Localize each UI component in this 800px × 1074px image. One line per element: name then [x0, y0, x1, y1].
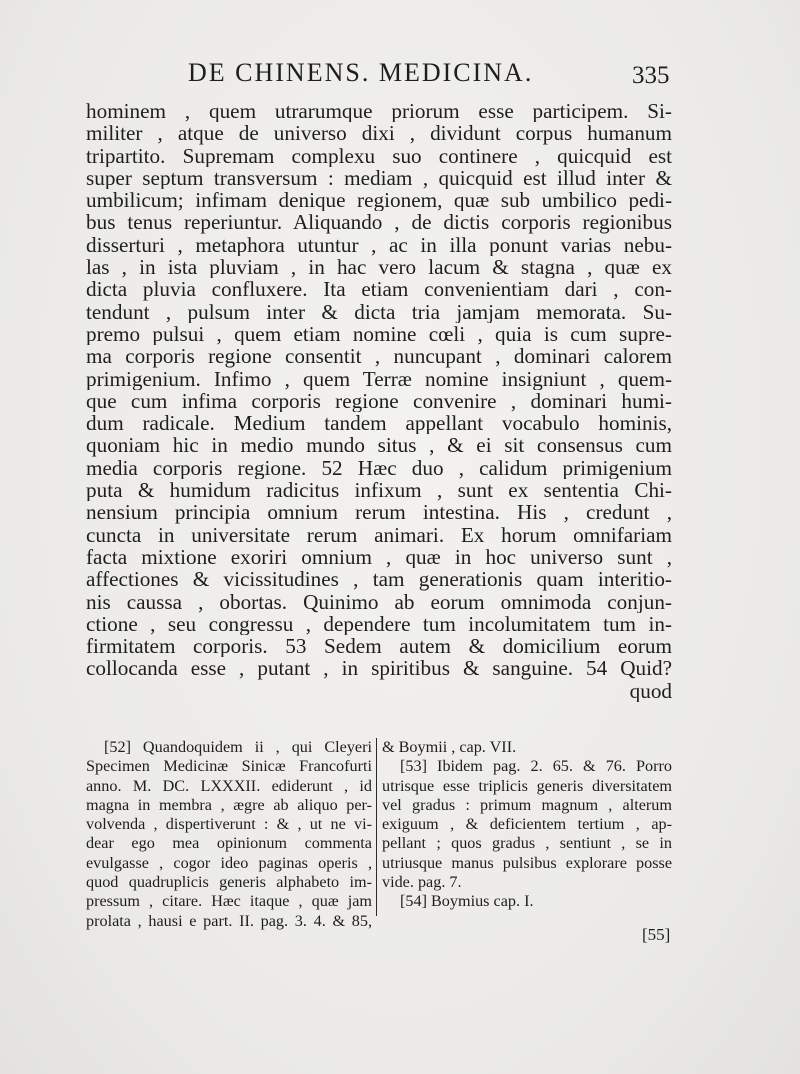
- footnotes-left-column: [86, 738, 372, 931]
- text-line: ma corporis regione consentit , nuncupant , dominari calorem: [86, 345, 672, 368]
- footnote-line: magna in membra , ægre ab aliquo per-: [86, 795, 372, 814]
- text-line: super septum transversum : mediam , quicquid est illud inter &: [86, 166, 672, 190]
- text-line: tendunt , pulsum inter & dicta tria jamjam memorata. Su-: [86, 300, 672, 323]
- footnote-line: vel gradus : primum magnum , alterum: [382, 795, 672, 814]
- text-line: quoniam hic in medio mundo situs , & ei sit consensus cum: [86, 434, 672, 457]
- footnote-line: pellant ; quos gradus , sentiunt , se in: [382, 834, 672, 853]
- text-line: primigenium. Infimo , quem Terræ nomine insigniunt , quem-: [86, 367, 672, 390]
- footnote-line: anno. M. DC. LXXXII. ediderunt , id: [86, 776, 372, 795]
- footnote-line: exiguum , & deficientem tertium , ap-: [382, 815, 672, 834]
- text-line: firmitatem corporis. 53 Sedem autem & domicilium eorum: [86, 635, 672, 658]
- text-line: militer , atque de universo dixi , dividunt corpus humanum: [86, 122, 672, 145]
- text-line: bus tenus reperiuntur. Aliquando , de dictis corporis regionibus: [86, 211, 672, 234]
- running-head: DE CHINENS. MEDICINA.: [188, 58, 534, 87]
- footnote-line: utriusque manus pulsibus explorare posse: [382, 853, 672, 872]
- footnote-line: [54] Boymius cap. I.: [400, 892, 534, 911]
- text-line: affectiones & vicissitudines , tam generationis quam interitio-: [86, 568, 672, 591]
- text-line: que cum infima corporis regione convenire , dominari humi-: [86, 389, 672, 413]
- column-divider: [376, 738, 377, 916]
- text-line: ctione , seu congressu , dependere tum incolumitatem tum in-: [86, 612, 672, 636]
- catchword: [55]: [642, 925, 671, 944]
- footnote-line: evulgasse , cogor ideo paginas operis ,: [86, 853, 372, 872]
- footnote-line: dear ego mea opinionum commenta: [86, 834, 372, 853]
- text-line: disserturi , metaphora utuntur , ac in illa ponunt varias nebu-: [86, 233, 672, 257]
- text-line: cuncta in universitate rerum animari. Ex horum omnifariam: [86, 523, 672, 546]
- text-line: nis caussa , obortas. Quinimo ab eorum omnimoda conjun-: [86, 590, 672, 613]
- text-line: nensium principia omnium rerum intestina. His , credunt ,: [86, 501, 672, 524]
- footnote-line: volvenda , dispertiverunt : & , ut ne vi-: [86, 815, 372, 834]
- text-line: puta & humidum radicitus infixum , sunt ex sententia Chi-: [86, 479, 672, 502]
- text-line: dum radicale. Medium tandem appellant vocabulo hominis,: [86, 412, 672, 435]
- footnote-line: [52] Quandoquidem ii , qui Cleyeri: [104, 738, 372, 756]
- catchline: quod: [629, 679, 672, 703]
- footnote-line: prolata , hausi e part. II. pag. 3. 4. & 85,: [86, 911, 372, 930]
- text-line: premo pulsui , quem etiam nomine cœli , quia is cum supre-: [86, 322, 672, 346]
- text-line: dicta pluvia confluxere. Ita etiam convenientiam dari , con-: [86, 278, 672, 301]
- footnote-line: Specimen Medicinæ Sinicæ Francofurti: [86, 757, 372, 776]
- text-line: las , in ista pluviam , in hac vero lacum & stagna , quæ ex: [86, 256, 672, 279]
- text-line: umbilicum; infimam denique regionem, quæ sub umbilico pedi-: [86, 189, 672, 212]
- footnote-line: [53] Ibidem pag. 2. 65. & 76. Porro: [400, 757, 672, 776]
- text-line: facta mixtione exoriri omnium , quæ in hoc universo sunt ,: [86, 545, 672, 569]
- footnote-line: pressum , citare. Hæc itaque , quæ jam: [86, 892, 372, 911]
- main-text: [86, 100, 672, 702]
- page-number: 335: [632, 62, 670, 89]
- text-line: media corporis regione. 52 Hæc duo , calidum primigenium: [86, 456, 672, 480]
- footnote-line: vide. pag. 7.: [382, 873, 462, 892]
- footnote-line: utrisque esse triplicis generis diversitatem: [382, 776, 672, 795]
- text-line: collocanda esse , putant , in spiritibus & sanguine. 54 Quid?: [86, 657, 672, 680]
- text-line: hominem , quem utrarumque priorum esse participem. Si-: [86, 100, 672, 123]
- footnotes-right-column: [382, 738, 672, 912]
- footnote-line: & Boymii , cap. VII.: [382, 738, 517, 756]
- footnote-line: quod quadruplicis generis alphabeto im-: [86, 873, 372, 892]
- text-line: tripartito. Supremam complexu suo continere , quicquid est: [86, 144, 672, 167]
